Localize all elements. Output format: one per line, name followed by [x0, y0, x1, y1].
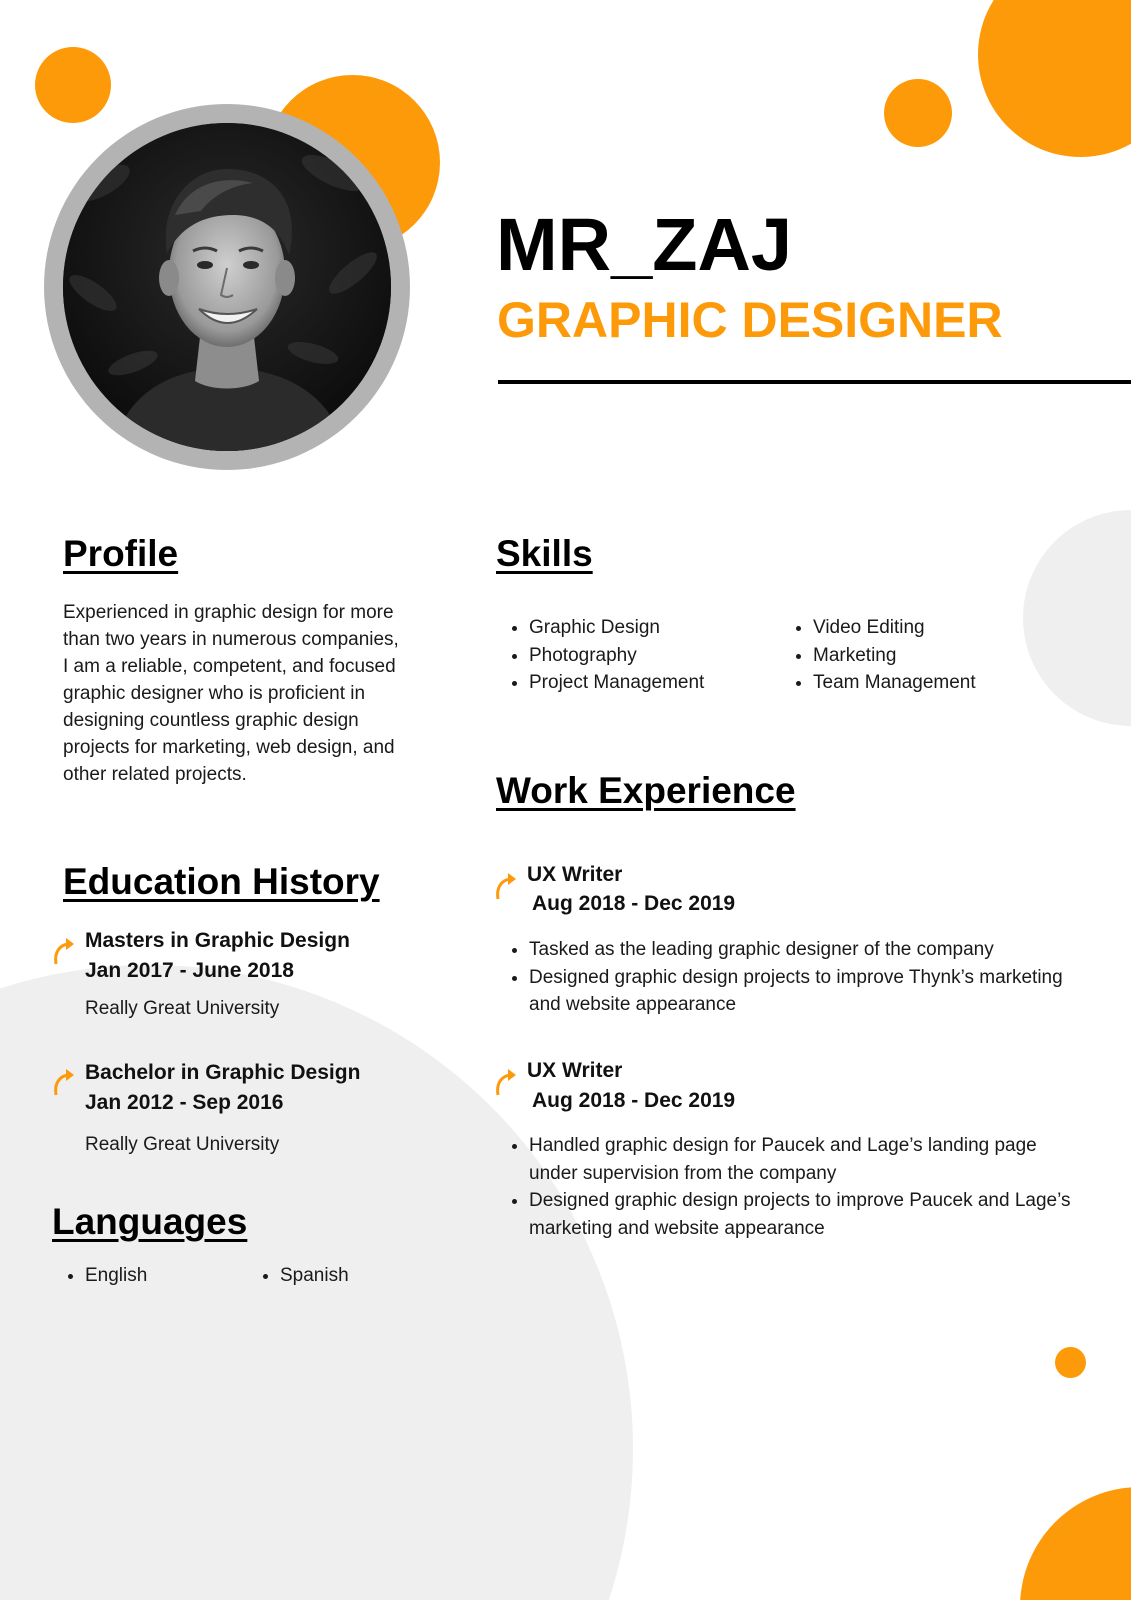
- curved-arrow-icon: [52, 936, 78, 966]
- decor-orange-circle-top-right-small: [884, 79, 952, 147]
- education-dates: Jan 2012 - Sep 2016: [85, 1091, 284, 1114]
- skill-item: • Marketing: [813, 642, 1043, 670]
- languages-list: [247, 1262, 440, 1290]
- skill-item: • Video Editing: [813, 614, 1043, 642]
- education-heading: Education History: [63, 861, 380, 902]
- work-bullet: • Tasked as the leading graphic designer of the company: [529, 936, 1089, 964]
- languages-list: [52, 1262, 245, 1290]
- work-title: UX Writer: [527, 863, 623, 886]
- education-degree: Masters in Graphic Design: [85, 929, 350, 952]
- work-bullet: • Handled graphic design for Paucek and Lage’s landing page under supervision from the company: [529, 1132, 1089, 1187]
- languages-heading: Languages: [52, 1201, 248, 1242]
- decor-orange-circle-top-right-large: [978, 0, 1131, 157]
- decor-orange-circle-small-bottom: [1055, 1347, 1086, 1378]
- work-title: UX Writer: [527, 1059, 623, 1082]
- work-dates: Aug 2018 - Dec 2019: [532, 1089, 736, 1112]
- profile-heading: Profile: [63, 533, 179, 574]
- language-item: • English: [85, 1262, 245, 1290]
- skill-item: • Graphic Design: [529, 614, 799, 642]
- portrait-photo: [63, 123, 391, 451]
- education-school: Really Great University: [85, 998, 280, 1019]
- skill-item: • Photography: [529, 642, 799, 670]
- education-dates: Jan 2017 - June 2018: [85, 959, 294, 982]
- decor-orange-circle-top-left: [35, 47, 111, 123]
- work-heading: Work Experience: [496, 770, 796, 811]
- curved-arrow-icon: [494, 871, 520, 901]
- decor-orange-circle-bottom-right: [1020, 1487, 1131, 1600]
- candidate-title: GRAPHIC DESIGNER: [497, 292, 1003, 348]
- skills-list-right: [780, 614, 1043, 697]
- skill-item: • Project Management: [529, 669, 799, 697]
- language-item: • Spanish: [280, 1262, 440, 1290]
- work-bullets: [496, 1132, 1089, 1242]
- work-bullet: • Designed graphic design projects to improve Paucek and Lage’s marketing and website appearance: [529, 1187, 1089, 1242]
- candidate-name: MR_ZAJ: [496, 203, 793, 286]
- profile-text: Experienced in graphic design for more than two years in numerous companies, I am a reliable, competent, and focused graphic designer who is proficient in designing countless graphic design projects for marketing, web design, and other related projects.: [63, 602, 399, 785]
- skill-item: • Team Management: [813, 669, 1043, 697]
- work-dates: Aug 2018 - Dec 2019: [532, 892, 736, 915]
- portrait-illustration: [63, 123, 391, 451]
- education-school: Really Great University: [85, 1134, 280, 1155]
- header-divider: [498, 380, 1131, 384]
- curved-arrow-icon: [52, 1067, 78, 1097]
- skills-list-left: [496, 614, 799, 697]
- skills-heading: Skills: [496, 533, 593, 574]
- education-degree: Bachelor in Graphic Design: [85, 1061, 361, 1084]
- work-bullets: [496, 936, 1089, 1019]
- curved-arrow-icon: [494, 1067, 520, 1097]
- work-bullet: • Designed graphic design projects to improve Thynk’s marketing and website appearance: [529, 964, 1089, 1019]
